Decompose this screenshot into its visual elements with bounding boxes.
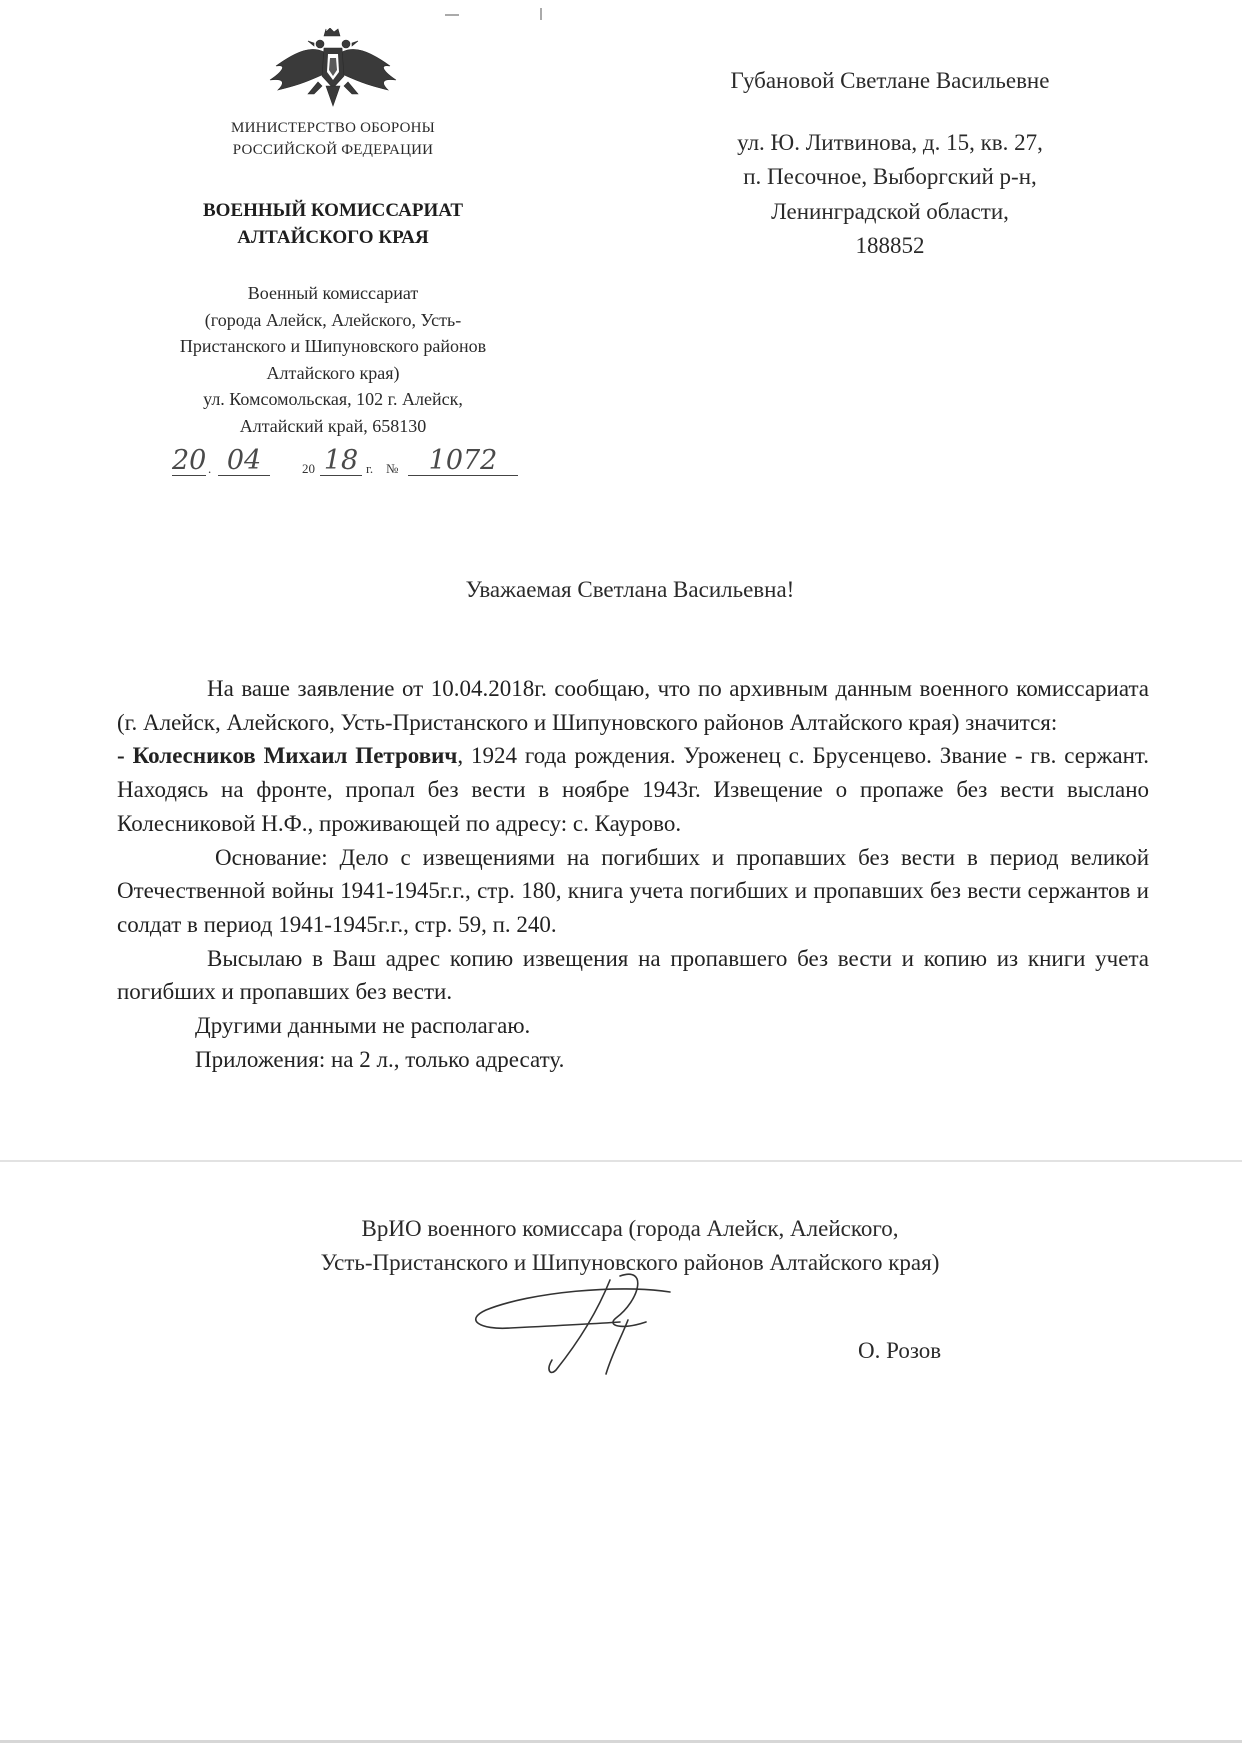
double-headed-eagle-emblem-icon — [268, 28, 398, 110]
sender-line: Алтайского края) — [266, 362, 400, 383]
body-paragraph: На ваше заявление от 10.04.2018г. сообщаю, что по архивным данным военного комиссариата (г. Алейск, Алейского, Усть-Пристанского и Шипуновского районов Алтайского края) значится: — [117, 676, 1149, 735]
registration-line — [172, 446, 532, 480]
handwritten-signature — [470, 1270, 710, 1380]
sender-line: ул. Комсомольская, 102 г. Алейск, — [203, 389, 463, 409]
sender-line: Военный комиссариат — [247, 283, 419, 303]
scan-speck — [445, 14, 459, 16]
reg-year-prefix: 20 — [302, 461, 315, 476]
sender-line: Алтайский край, 658130 — [239, 415, 427, 436]
reg-number-mark: № — [386, 461, 399, 476]
reg-number: 1072 — [408, 447, 518, 476]
reg-year-suffix: 18 — [320, 447, 362, 476]
attachments-line: Приложения: на 2 л., только адресату. — [195, 1046, 565, 1072]
recipient-address-line: Ленинградской области, — [771, 198, 1009, 224]
record-details: , 1924 года рождения. Уроженец с. Брусенцево. Звание - гв. сержант. Находясь на фронте, пропал без вести в ноябре 1943г. Извещение о пропаже без вести выслано Колесниковой Н.Ф., проживающей по адресу: с. Каурово. — [117, 743, 1149, 836]
scan-edge — [0, 1740, 1242, 1743]
commissariat-line: АЛТАЙСКОГО КРАЯ — [237, 227, 429, 248]
ministry-line: РОССИЙСКОЙ ФЕДЕРАЦИИ — [232, 142, 434, 158]
sender-address — [110, 280, 556, 439]
recipient-address-line: п. Песочное, Выборгский р-н, — [743, 164, 1037, 189]
soldier-name: Колесников Михаил Петрович — [132, 743, 458, 769]
reg-month: 04 — [218, 447, 270, 476]
sender-line: (города Алейск, Алейского, Усть- — [204, 309, 462, 330]
sender-line: Пристанского и Шипуновского районов — [179, 336, 487, 356]
scan-streak — [0, 1160, 1242, 1162]
signatory-title — [200, 1212, 1060, 1279]
body-paragraph — [117, 739, 1149, 840]
signatory-name: О. Розов — [858, 1338, 942, 1363]
body-paragraph: Основание: Дело с извещениями на погибших и пропавших без вести в период великой Отечественной войны 1941-1945г.г., стр. 180, книга учета погибших и пропавших без вести сержантов и солдат в период 1941-1945г.г., стр. 59, п. 240. — [117, 844, 1149, 937]
commissariat-line: ВОЕННЫЙ КОМИССАРИАТ — [203, 200, 463, 221]
reg-separator: . — [208, 461, 212, 476]
recipient-address-line: 188852 — [855, 233, 925, 258]
recipient-address-line: ул. Ю. Литвинова, д. 15, кв. 27, — [737, 129, 1043, 155]
reg-year-mark: г. — [366, 461, 374, 476]
letter-body — [117, 672, 1149, 1076]
recipient-block — [640, 64, 1140, 264]
body-paragraph: Другими данными не располагаю. — [195, 1013, 531, 1039]
ministry-name — [150, 117, 516, 161]
reg-day: 20 — [172, 445, 207, 476]
signatory-title-line: Усть-Пристанского и Шипуновского районов Алтайского края) — [320, 1249, 940, 1275]
body-paragraph: Высылаю в Ваш адрес копию извещения на пропавшего без вести и копию из книги учета погибших и пропавших без вести. — [117, 945, 1149, 1005]
commissariat-name — [110, 197, 556, 251]
record-lead: - — [117, 743, 133, 769]
signatory-title-line: ВрИО военного комиссара (города Алейск, Алейского, — [361, 1216, 899, 1241]
ministry-line: МИНИСТЕРСТВО ОБОРОНЫ — [231, 120, 435, 136]
recipient-name: Губановой Светлане Васильевне — [730, 68, 1050, 93]
scan-speck — [540, 8, 542, 20]
salutation: Уважаемая Светлана Васильевна! — [465, 577, 795, 602]
